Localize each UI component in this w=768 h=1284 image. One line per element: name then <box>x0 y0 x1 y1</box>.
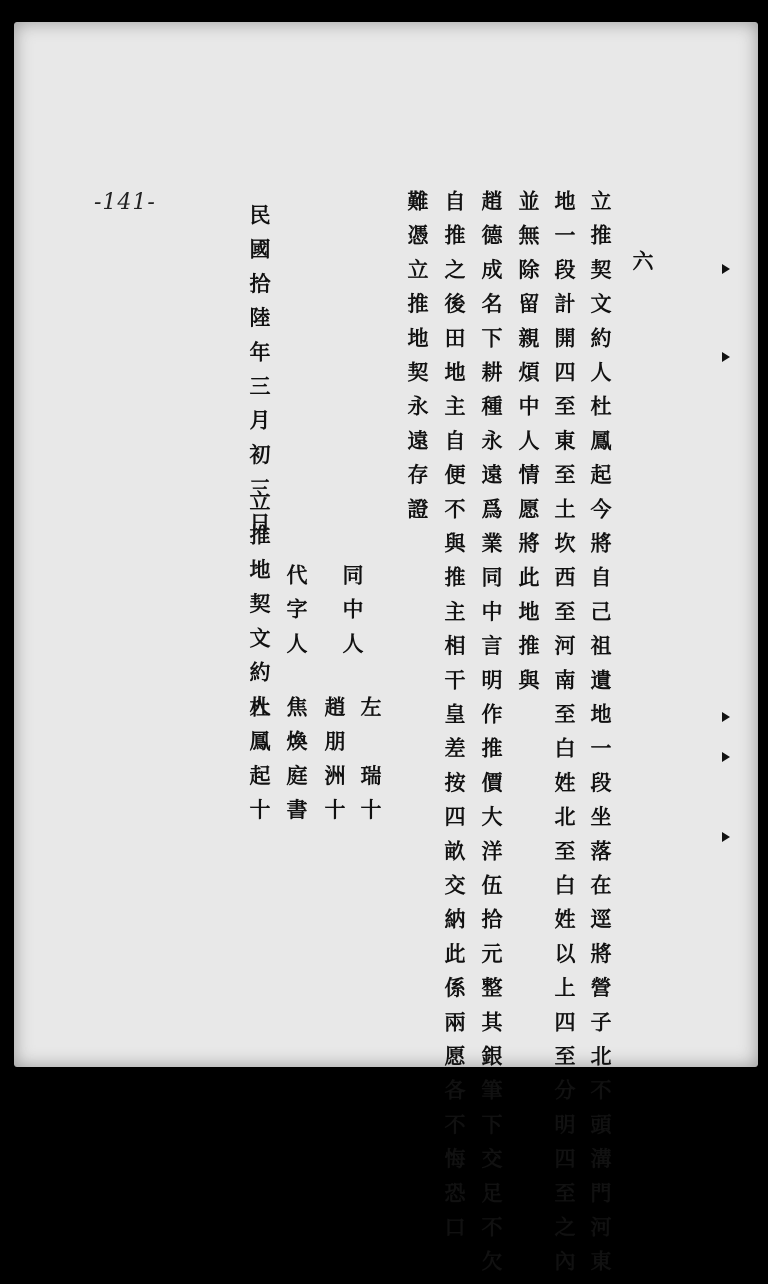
witness-label: 同中人 <box>340 564 365 667</box>
document-date: 民國拾陸年三月初三日 <box>247 204 272 546</box>
scan-mark <box>722 352 730 362</box>
page-number: -141- <box>94 190 156 215</box>
witness-1: 左 瑞十 <box>358 696 383 833</box>
signer-name: 杜鳳起十 <box>247 696 272 833</box>
section-number: 六 <box>630 250 655 285</box>
witness-2: 趙朋洲十 <box>322 696 347 833</box>
scan-mark <box>722 712 730 722</box>
body-column-5: 自推之後田地主自便不與推主相干皇差按四畝交納此係兩愿各不悔恐口 <box>442 190 467 1251</box>
signer-label: 立推地契文約人 <box>247 490 272 730</box>
body-column-1: 立推契文約人杜鳳起今將自己祖遺地一段坐落在逕將營子北不頭溝門河東 <box>588 190 613 1284</box>
scan-mark <box>722 752 730 762</box>
scan-mark <box>722 832 730 842</box>
scan-mark <box>722 264 730 274</box>
body-column-4: 趙德成名下耕種永遠爲業同中言明作推價大洋伍拾元整其銀筆下交足不欠 <box>479 190 504 1284</box>
scribe-name: 焦煥庭書 <box>284 696 309 833</box>
document-page <box>14 22 758 1284</box>
body-column-3: 並無除留親煩中人情愿將此地推與 <box>516 190 541 703</box>
body-column-2: 地一段計開四至東至土坎西至河南至白姓北至白姓以上四至分明四至之內 <box>552 190 577 1284</box>
body-column-6: 難憑立推地契永遠存證 <box>405 190 430 532</box>
scribe-label: 代字人 <box>284 564 309 667</box>
